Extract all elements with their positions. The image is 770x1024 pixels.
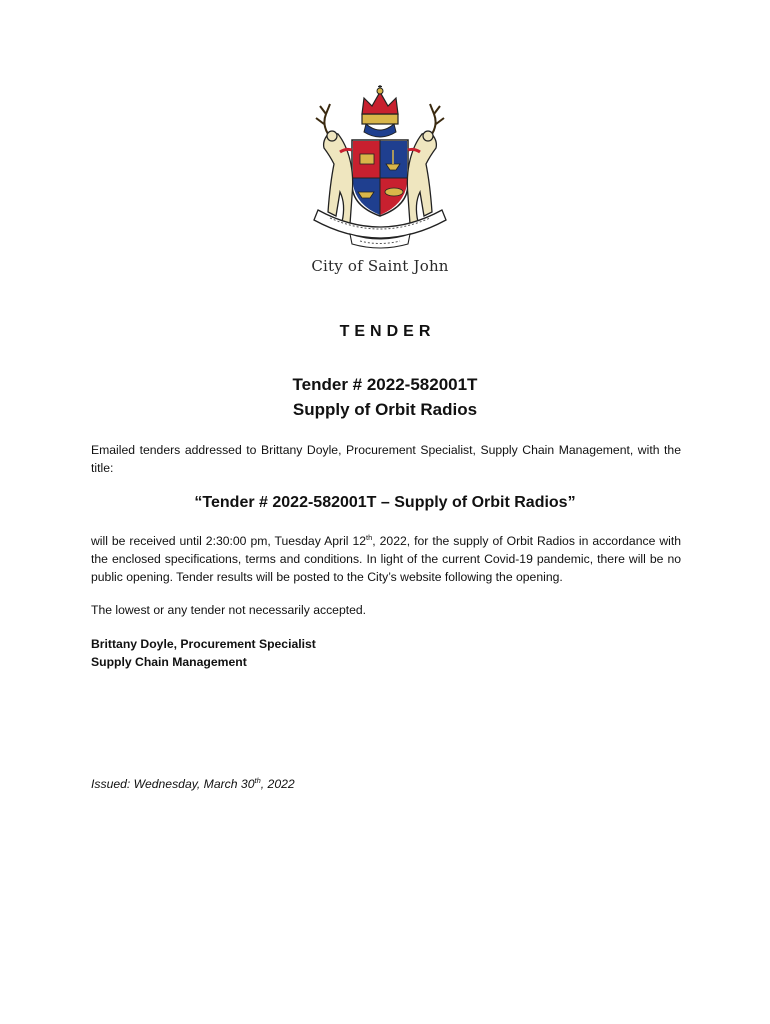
issued-date xyxy=(91,777,295,791)
signatory-department: Supply Chain Management xyxy=(91,655,247,669)
city-coat-of-arms-icon xyxy=(300,84,460,254)
shield-icon xyxy=(352,140,408,216)
receipt-text-end: , 2022, for the supply of Orbit Radios in accordance with the enclosed specifications, terms and conditions. In light of the current Covid-19 pandemic, there will be no public opening. Tender results will be posted to the City’s website following the opening. xyxy=(91,534,682,584)
signatory-name: Brittany Doyle, Procurement Specialist xyxy=(91,637,316,651)
intro-paragraph: Emailed tenders addressed to Brittany Doyle, Procurement Specialist, Supply Chain Management, with the title: xyxy=(91,443,681,475)
issued-date-suffix: th xyxy=(254,775,261,785)
document-heading: TENDER xyxy=(339,323,436,340)
receipt-paragraph xyxy=(91,532,681,586)
disclaimer-paragraph: The lowest or any tender not necessarily accepted. xyxy=(91,603,367,617)
city-name-wordmark: City of Saint John xyxy=(311,257,449,275)
receipt-date-suffix: th xyxy=(366,532,373,542)
tender-subject: Supply of Orbit Radios xyxy=(292,400,478,419)
right-stag-icon xyxy=(407,104,444,224)
receipt-text-start: will be received until 2:30:00 pm, Tuesday April 12 xyxy=(91,534,367,548)
left-stag-icon xyxy=(316,104,353,224)
quoted-tender-title: “Tender # 2022-582001T – Supply of Orbit Radios” xyxy=(194,494,576,511)
issued-date-prefix: Issued: Wednesday, March 30 xyxy=(91,777,255,791)
crown-icon xyxy=(362,85,398,124)
issued-date-year: , 2022 xyxy=(260,777,295,791)
tender-number: Tender # 2022-582001T xyxy=(292,375,478,394)
